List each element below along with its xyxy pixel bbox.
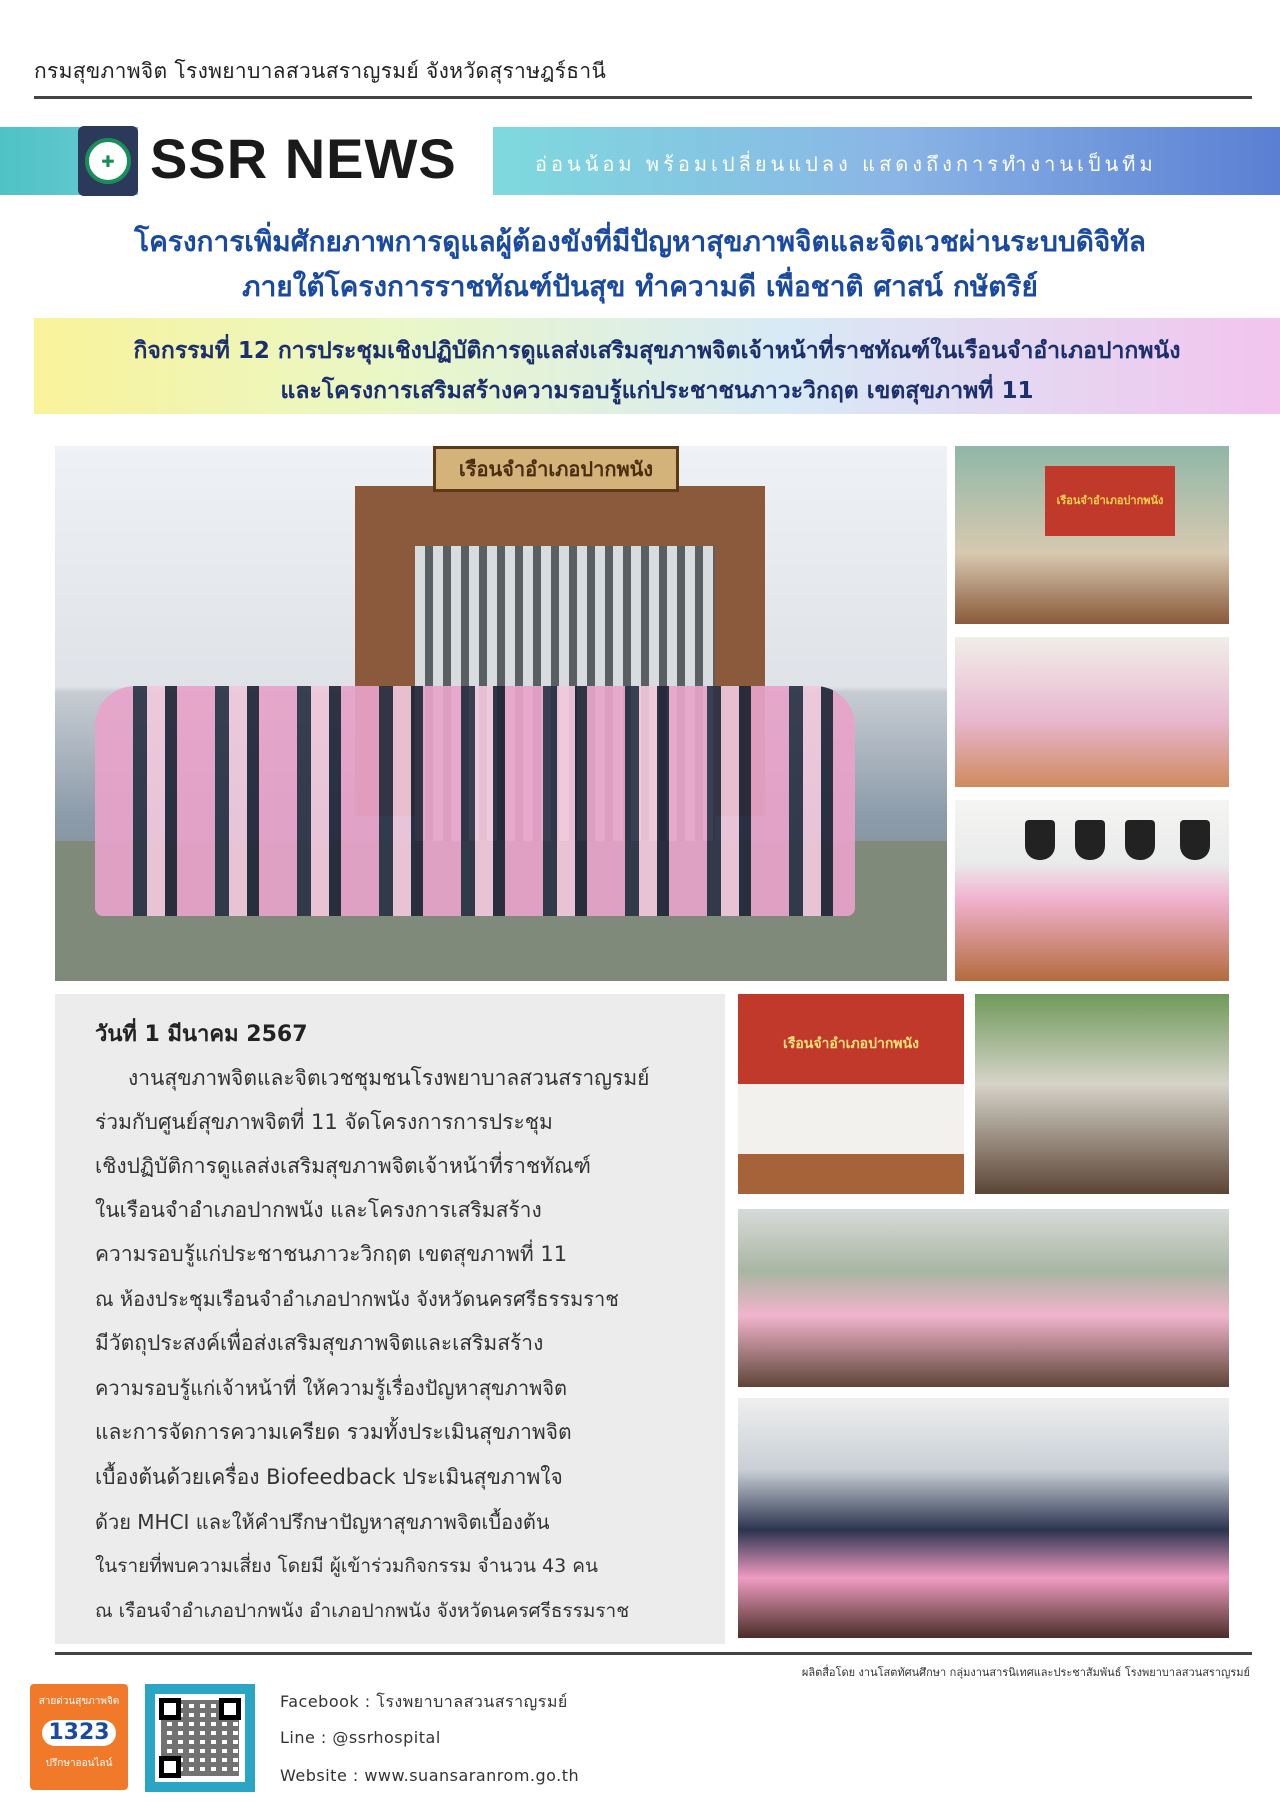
department-logo [78,126,138,196]
riot-shield-icon [1075,820,1105,860]
article-line: งานสุขภาพจิตและจิตเวชชุมชนโรงพยาบาลสวนสราญรมย์ [128,1066,650,1090]
article-line: ด้วย MHCI และให้คำปรึกษาปัญหาสุขภาพจิตเบื้องต้น [95,1510,550,1534]
article-line: เบื้องต้นด้วยเครื่อง Biofeedback ประเมินสุขภาพใจ [95,1465,563,1489]
photo-meeting-room [955,800,1229,981]
group-of-participants [95,686,855,916]
activity-title-line-2: และโครงการเสริมสร้างความรอบรู้แก่ประชาชนภาวะวิกฤต เขตสุขภาพที่ 11 [280,378,1034,404]
article-date: วันที่ 1 มีนาคม 2567 [95,1022,308,1047]
facebook-contact[interactable]: Facebook : โรงพยาบาลสวนสราญรมย์ [280,1692,568,1711]
riot-shield-icon [1180,820,1210,860]
mental-health-seal-icon: ✚ [85,138,131,184]
qr-code-icon[interactable] [145,1684,255,1792]
riot-shield-icon [1125,820,1155,860]
article-line: ความรอบรู้แก่ประชาชนภาวะวิกฤต เขตสุขภาพที่ 11 [95,1242,568,1266]
hotline-sub-label: ปรึกษาออนไลน์ [45,1758,113,1769]
article-line: และการจัดการความเครียด รวมทั้งประเมินสุขภาพจิต [95,1420,572,1444]
prison-sign-red: เรือนจำอำเภอปากพนัง [783,1036,919,1052]
headline-line-2: ภายใต้โครงการราชทัณฑ์ปันสุข ทำความดี เพื่อชาติ ศาสน์ กษัตริย์ [242,270,1038,303]
article-line: ความรอบรู้แก่เจ้าหน้าที่ ให้ความรู้เรื่องปัญหาสุขภาพจิต [95,1376,568,1400]
photo-biofeedback-desk [738,994,964,1194]
article-line: ในเรือนจำอำเภอปากพนัง และโครงการเสริมสร้าง [95,1198,542,1222]
photo-officer-consultation [738,1398,1229,1638]
news-title: SSR NEWS [150,127,457,190]
banner-slogan: อ่อนน้อม พร้อมเปลี่ยนแปลง แสดงถึงการทำงานเป็นทีม [535,152,1157,176]
prison-sign-small: เรือนจำอำเภอปากพนัง [1045,466,1175,536]
line-contact[interactable]: Line : @ssrhospital [280,1728,441,1747]
article-line: มีวัตถุประสงค์เพื่อส่งเสริมสุขภาพจิตและเสริมสร้าง [95,1331,544,1355]
article-line: ในรายที่พบความเสี่ยง โดยมี ผู้เข้าร่วมกิจกรรม จำนวน 43 คน [95,1555,598,1577]
hotline-label: สายด่วนสุขภาพจิต [38,1696,120,1707]
article-line: เชิงปฏิบัติการดูแลส่งเสริมสุขภาพจิตเจ้าหน้าที่ราชทัณฑ์ [95,1154,591,1178]
article-line: ณ ห้องประชุมเรือนจำอำเภอปากพนัง จังหวัดนครศรีธรรมราช [95,1287,619,1311]
group-photo [55,446,947,981]
headline-line-1: โครงการเพิ่มศักยภาพการดูแลผู้ต้องขังที่มีปัญหาสุขภาพจิตและจิตเวชผ่านระบบดิจิทัล [134,225,1146,258]
photo-outdoor-counseling [975,994,1229,1194]
hotline-number: 1323 [42,1720,116,1746]
riot-shield-icon [1025,820,1055,860]
website-link[interactable]: Website : www.suansaranrom.go.th [280,1766,580,1785]
production-credit: ผลิตสื่อโดย งานโสตทัศนศึกษา กลุ่มงานสารนิเทศและประชาสัมพันธ์ โรงพยาบาลสวนสราญรมย์ [801,1666,1250,1679]
hotline-badge [30,1684,128,1790]
photo-courtyard-assessment [738,1209,1229,1387]
prison-sign: เรือนจำอำเภอปากพนัง [433,446,679,492]
article-line: ณ เรือนจำอำเภอปากพนัง อำเภอปากพนัง จังหวัดนครศรีธรรมราช [95,1600,630,1622]
photo-assessment-table [955,637,1229,787]
footer-divider [55,1652,1252,1655]
photo-registration [955,446,1229,624]
header-divider [34,96,1252,99]
article-line: ร่วมกับศูนย์สุขภาพจิตที่ 11 จัดโครงการการประชุม [95,1110,553,1134]
organization-header: กรมสุขภาพจิต โรงพยาบาลสวนสราญรมย์ จังหวัดสุราษฎร์ธานี [34,59,607,83]
activity-title-line-1: กิจกรรมที่ 12 การประชุมเชิงปฏิบัติการดูแลส่งเสริมสุขภาพจิตเจ้าหน้าที่ราชทัณฑ์ในเรือนจำอำเภอปากพนัง [133,338,1181,364]
